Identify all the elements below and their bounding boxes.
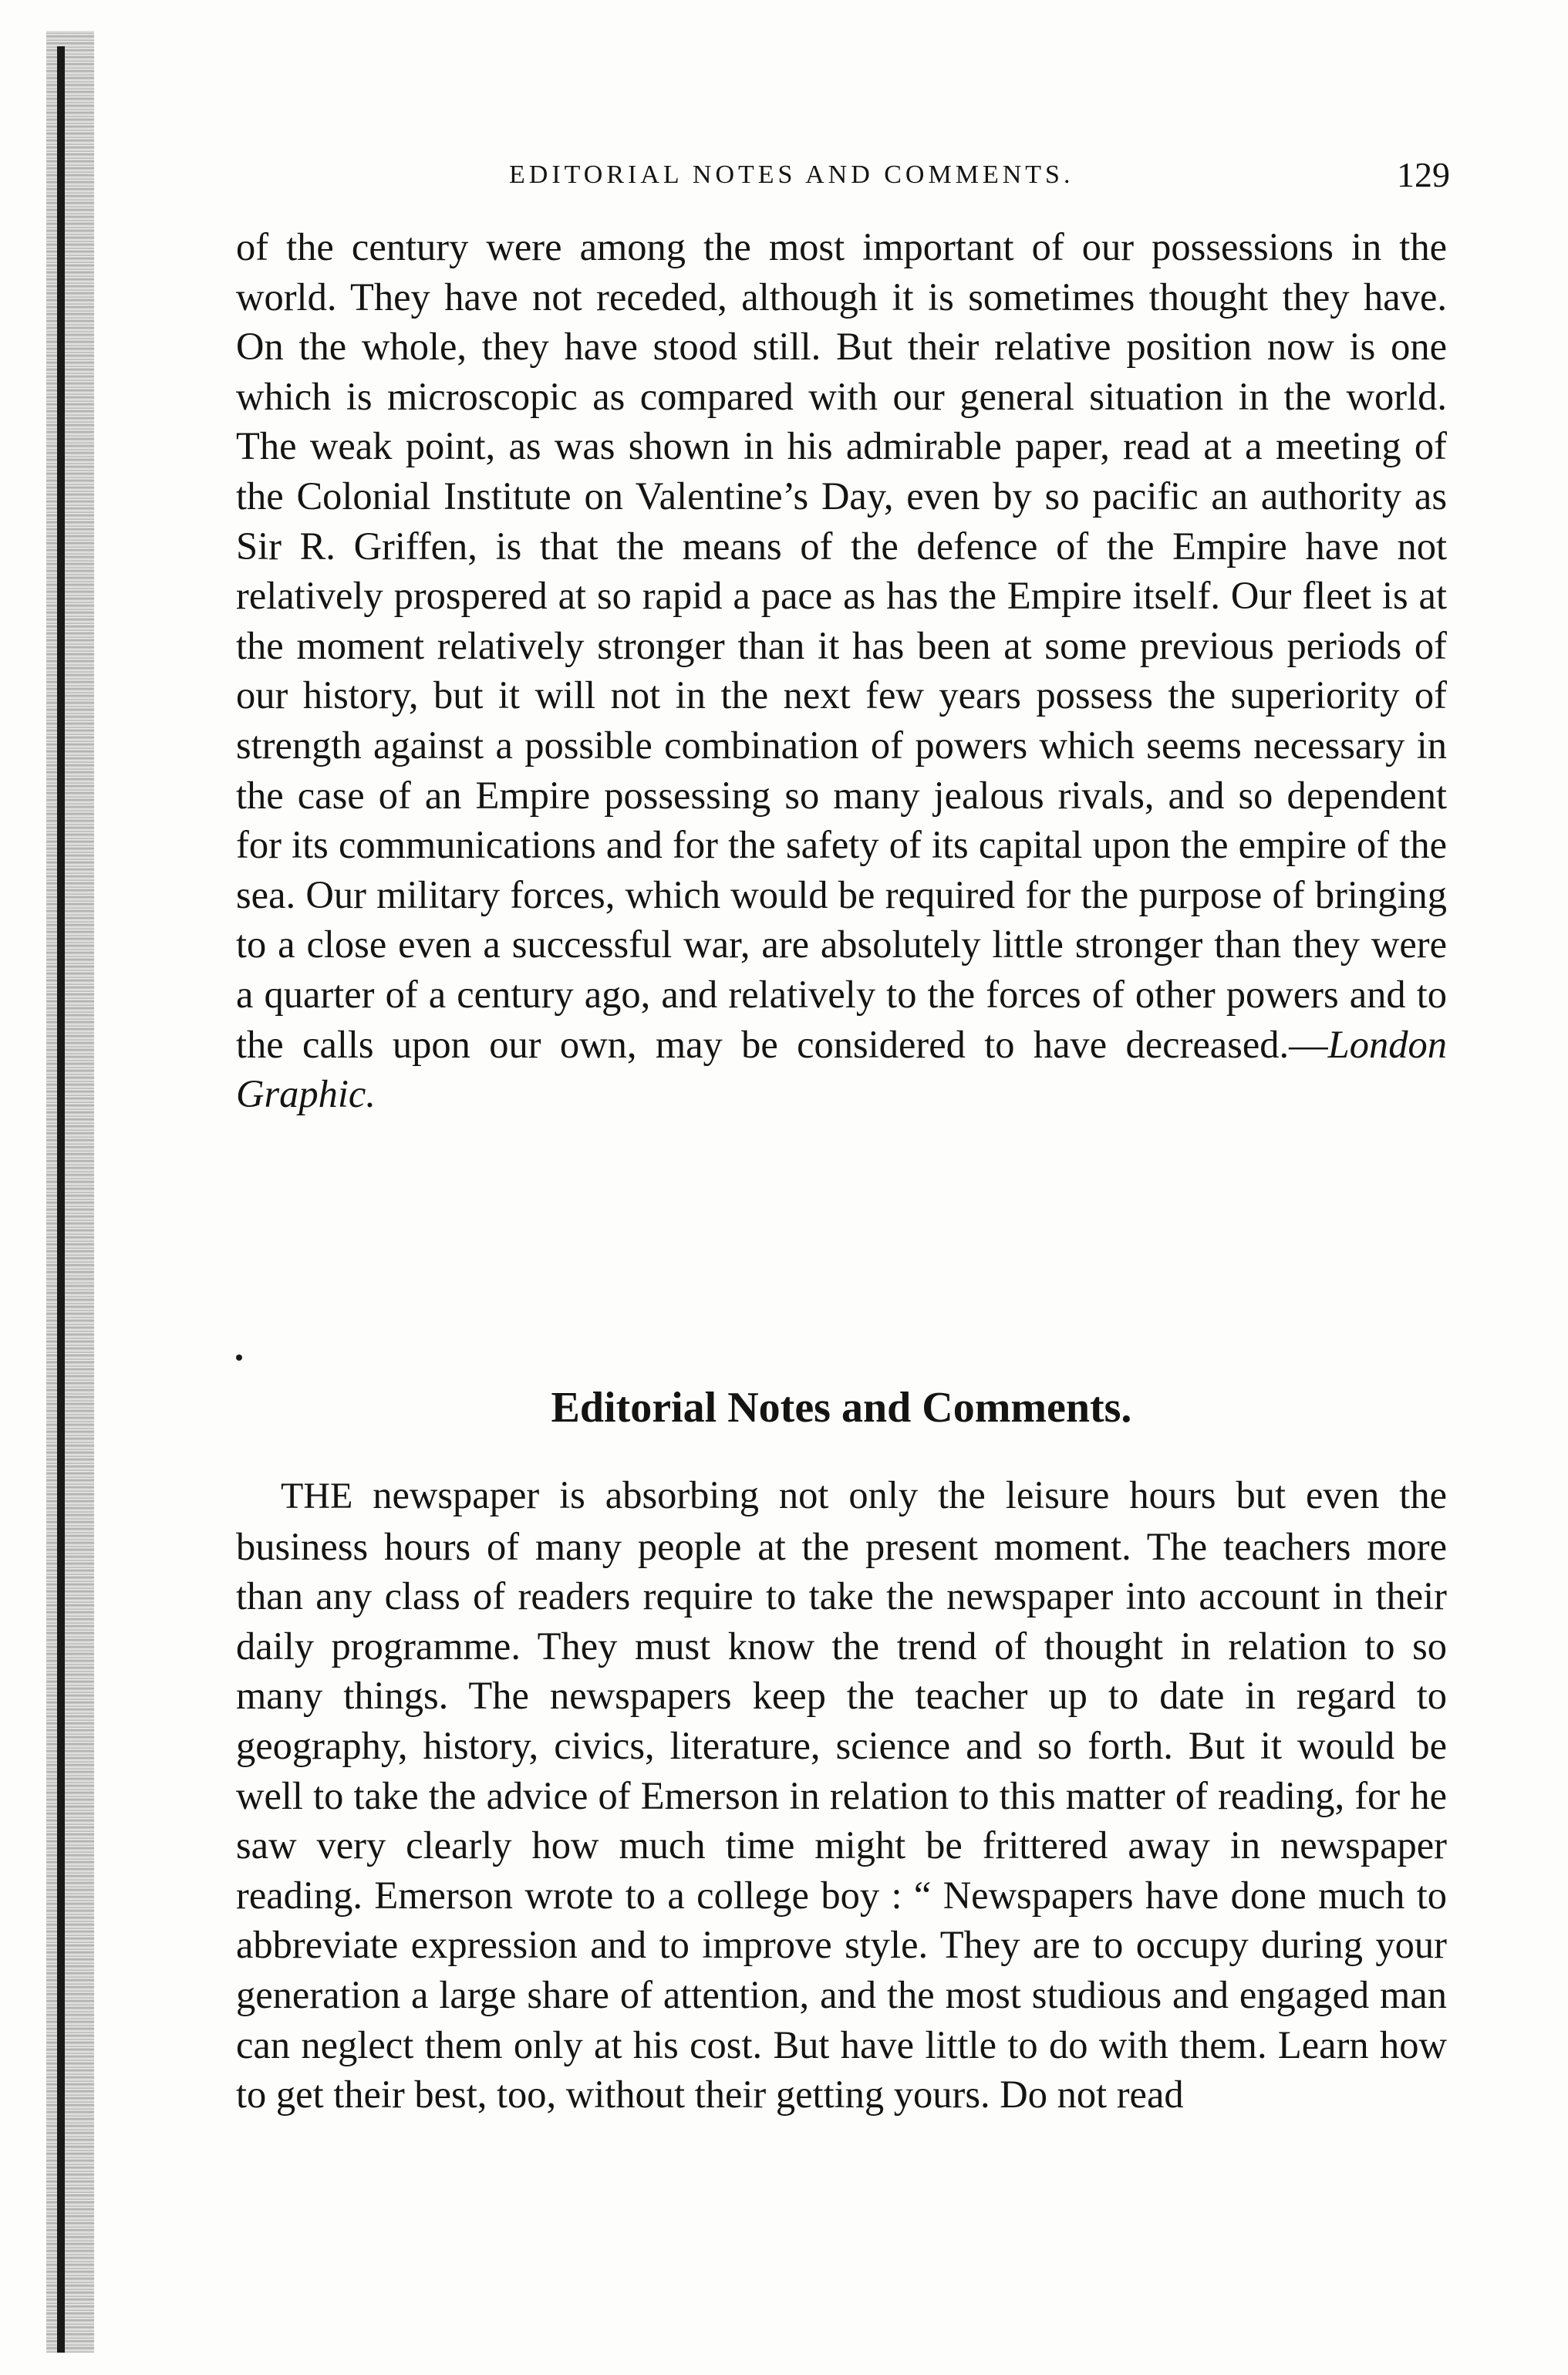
running-head: [247, 155, 1450, 199]
section-body: newspaper is absorbing not only the leisure hours but even the business hours of many people at the present moment. The teachers more than any class of readers require to take the newspaper into account in their daily programme. They must know the trend of thought in relation to so many things. The newspapers keep the teacher up to date in regard to geography, history, civics, literature, science and so forth. But it would be well to take the advice of Emerson in relation to this matter of reading, for he saw very clearly how much time might be frittered away in newspaper reading. Emerson wrote to a college boy : “ Newspapers have done much to abbreviate expression and to improve style. They are to occupy during your generation a large share of attention, and the most studious and engaged man can neglect them only at his cost. But have little to do with them. Learn how to get their best, too, without their getting yours. Do not read: [236, 1473, 1447, 2117]
binding-shadow: [46, 31, 94, 2353]
lead-word: THE: [281, 1476, 353, 1516]
source-citation: London Graphic.: [236, 1022, 1447, 1116]
section-article: [236, 1470, 1447, 2120]
continued-article: [236, 222, 1447, 1119]
continued-paragraph: [236, 222, 1447, 1119]
continued-body: of the century were among the most important of our possessions in the world. They have not receded, although it is sometimes thought they have. On the whole, they have stood still. But their relative position now is one which is microscopic as compared with our general situation in the world. The weak point, as was shown in his admirable paper, read at a meeting of the Colonial Institute on Valentine’s Day, even by so pacific an authority as Sir R. Griffen, is that the means of the defence of the Empire have not relatively prospered at so rapid a pace as has the Empire itself. Our fleet is at the moment relatively stronger than it has been at some previous periods of our history, but it will not in the next few years possess the superiority of strength against a possible combination of powers which seems necessary in the case of an Empire possessing so many jealous rivals, and so dependent for its communications and for the safety of its capital upon the empire of the sea. Our military forces, which would be required for the purpose of bringing to a close even a successful war, are absolutely little stronger than they were a quarter of a century ago, and relatively to the forces of other powers and to the calls upon our own, may be considered to have decreased.—: [236, 225, 1447, 1066]
ink-speck: [236, 1354, 242, 1361]
page-number: 129: [1397, 155, 1450, 194]
running-title: EDITORIAL NOTES AND COMMENTS.: [509, 160, 1074, 189]
section-paragraph: [236, 1470, 1447, 2120]
binding-edge: [57, 46, 65, 2353]
section-heading: Editorial Notes and Comments.: [551, 1384, 1132, 1432]
